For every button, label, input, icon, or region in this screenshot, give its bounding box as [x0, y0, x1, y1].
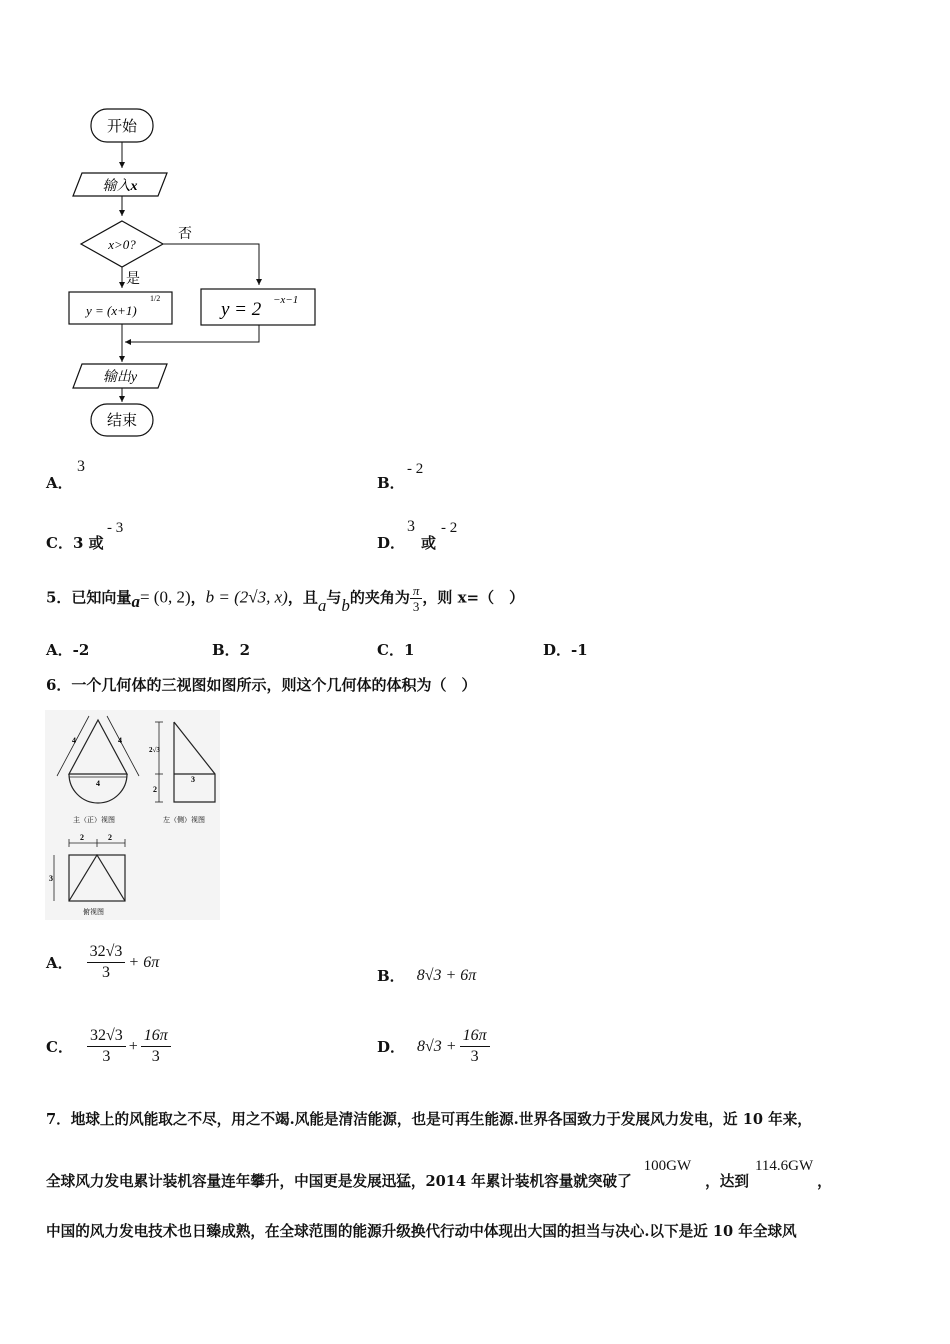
input-var: x — [130, 179, 138, 194]
output-label: 输出 — [102, 370, 131, 385]
q6-option-a-label: A． — [46, 954, 73, 972]
q4-option-d-or: 或 — [421, 534, 437, 552]
q6-option-c[interactable]: C． $\frac{32√3}{3}$ + $\frac{16\pi}{3}$ — [46, 1026, 171, 1067]
vector-b-expr: b = (2√3, x) — [205, 587, 288, 607]
svg-text:2√3: 2√3 — [149, 746, 160, 754]
no-process-expr: y = 2 — [221, 299, 262, 320]
q5-option-a[interactable]: A．-2 — [46, 641, 90, 659]
q7-value-100gw: 100GW — [643, 1158, 692, 1174]
q4-option-a[interactable] — [46, 472, 73, 493]
side-view-label: 左（侧）视图 — [163, 816, 205, 824]
q6-option-a-tail: + 6π — [128, 953, 160, 971]
q4-option-c[interactable] — [46, 532, 104, 553]
q5-stem: 5．已知向量a= (0, 2)，b = (2√3, x)，且a与b的夹角为 $\frac{\pi}{3}$ ，则 x=（ ） — [46, 583, 525, 615]
q4-option-b-value: - 2 — [407, 461, 424, 477]
end-label: 结束 — [106, 413, 138, 429]
vector-a-ref: a — [317, 595, 327, 615]
q4-option-b[interactable] — [377, 472, 405, 493]
q7-line-1: 7．地球上的风能取之不尽，用之不竭.风能是清洁能源，也是可再生能源.世界各国致力于发展风力发电，近 10 年来， — [46, 1111, 812, 1128]
angle-fraction: $\frac{\pi}{3}$ — [410, 583, 423, 614]
q4-option-c-label: C．3 或 — [46, 534, 104, 552]
vector-a-value: = (0, 2) — [139, 587, 191, 607]
q7-value-114gw: 114.6GW — [754, 1158, 814, 1174]
q6-stem: 6．一个几何体的三视图如图所示，则这个几何体的体积为（ ） — [46, 676, 477, 694]
front-view-label: 主（正）视图 — [73, 816, 115, 824]
q4-option-d-value2: - 2 — [441, 520, 458, 536]
q6-option-d-label: D． — [377, 1038, 406, 1056]
decision-label: x>0? — [108, 237, 136, 252]
q4-option-c-value: - 3 — [107, 520, 124, 536]
top-view-label: 俯视图 — [83, 908, 104, 916]
yes-label: 是 — [126, 272, 140, 287]
q4-option-b-label: B． — [377, 474, 405, 492]
svg-text:输入x — [103, 178, 138, 194]
q5-option-c[interactable]: C．1 — [377, 641, 415, 659]
q4-option-d-value1: 3 — [407, 518, 415, 535]
input-label: 输入 — [102, 179, 131, 194]
q4-option-a-label: A． — [46, 474, 73, 492]
q6-option-d-fraction: $\frac{16\pi}{3}$ — [460, 1026, 490, 1067]
yes-process-expr: y = (x+1) — [86, 303, 137, 318]
svg-text:3: 3 — [49, 874, 53, 883]
q4-option-d-label: D． — [377, 534, 406, 552]
three-view-figure — [45, 710, 220, 920]
yes-process-exp: 1/2 — [150, 294, 161, 303]
q6-option-b[interactable] — [377, 965, 476, 986]
svg-text:y = (x+1) — [84, 303, 137, 318]
q5-option-b[interactable]: B．2 — [212, 641, 251, 659]
flowchart — [60, 100, 340, 445]
q4-option-a-value: 3 — [77, 458, 85, 475]
q6-option-a-fraction: $\frac{32√3}{3}$ — [87, 942, 126, 983]
output-var: y — [130, 370, 138, 385]
no-label: 否 — [178, 227, 192, 242]
svg-text:输出y — [103, 369, 138, 385]
vector-a: a — [131, 591, 140, 611]
svg-text:4: 4 — [72, 736, 76, 745]
start-label: 开始 — [106, 119, 138, 135]
vector-b-ref: b — [341, 595, 350, 615]
svg-text:3: 3 — [191, 775, 195, 784]
svg-text:2: 2 — [80, 833, 84, 842]
q6-option-a[interactable] — [46, 942, 159, 983]
svg-text:4: 4 — [96, 779, 100, 788]
q6-option-b-expr: 8√3 + 6π — [416, 966, 477, 984]
q6-option-b-label: B． — [377, 967, 405, 985]
no-process-exp: −x−1 — [273, 294, 299, 306]
q7-line-2: 全球风力发电累计装机容量连年攀升，中国更是发展迅猛，2014 年累计装机容量就突破了 100GW ，达到 114.6GW ， — [46, 1158, 832, 1190]
q7-line-3: 中国的风力发电技术也日臻成熟，在全球范围的能源升级换代行动中体现出大国的担当与决心.以下是近 10 年全球风 — [46, 1223, 797, 1240]
q6-option-c-label: C． — [46, 1038, 73, 1056]
q4-option-d[interactable] — [377, 532, 405, 553]
q6-option-d[interactable] — [377, 1026, 490, 1067]
q6-option-c-fraction1: $\frac{32√3}{3}$ — [87, 1026, 126, 1067]
q5-option-d[interactable]: D．-1 — [543, 641, 588, 659]
q6-option-d-head: 8√3 + — [417, 1037, 457, 1055]
svg-text:4: 4 — [118, 736, 122, 745]
q6-option-c-fraction2: $\frac{16\pi}{3}$ — [141, 1026, 171, 1067]
svg-text:2: 2 — [153, 785, 157, 794]
svg-text:2: 2 — [108, 833, 112, 842]
